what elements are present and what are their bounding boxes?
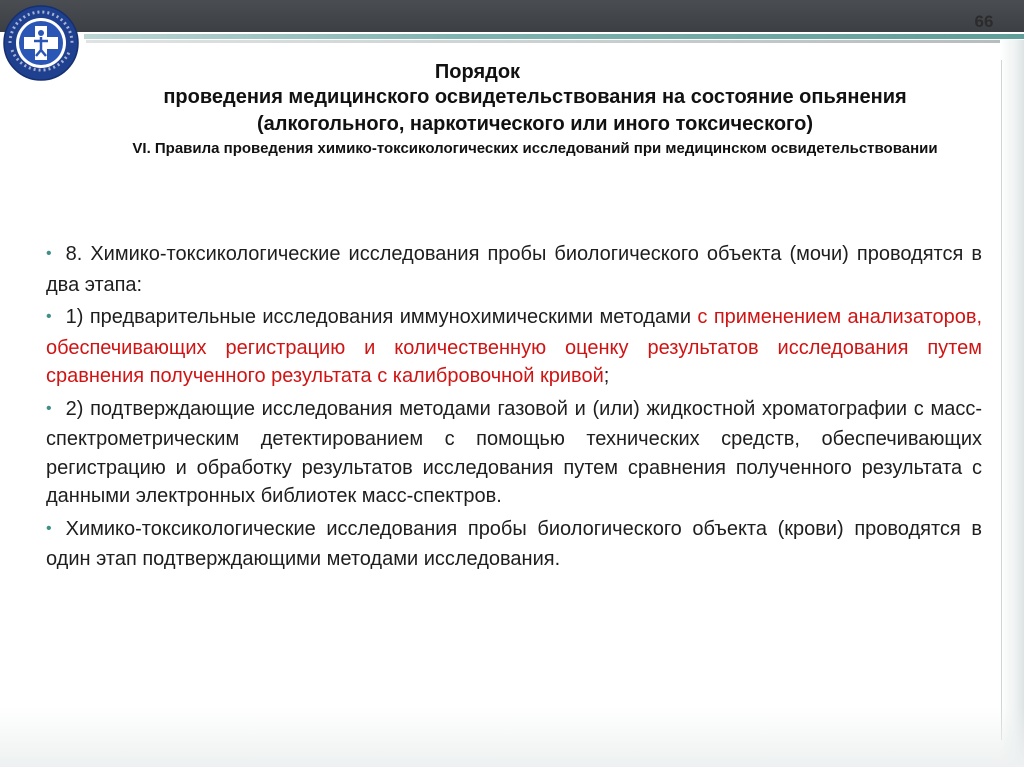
- list-item: [46, 395, 982, 511]
- slide-subtitle: VI. Правила проведения химико-токсикологических исследований при медицинском освидетельствовании: [132, 140, 938, 157]
- title-line-1: Порядок: [434, 61, 521, 83]
- accent-stripe-secondary: [86, 40, 1024, 43]
- page-number: 66: [974, 12, 994, 31]
- top-bar: [0, 0, 1024, 32]
- list-item: [46, 303, 982, 391]
- item-text: 2) подтверждающие исследования методами газовой и (или) жидкостной хроматографии с масс-спектрометрическим детектированием с помощью технических средств, обеспечивающих регистрацию и обработку результатов исследования путем сравнения полученного результата с данными электронных библиотек масс-спектров.: [46, 397, 982, 507]
- item-text-end: ;: [603, 365, 610, 387]
- list-item: [46, 515, 982, 574]
- bullet-icon: •: [46, 399, 52, 417]
- bullet-icon: •: [46, 245, 52, 262]
- accent-stripe: [84, 34, 1024, 39]
- bullet-list: [46, 240, 982, 578]
- item-highlight-text: с применением анализаторов, обеспечивающих регистрацию и количественную оценку результатов исследования путем сравнения полученного результата с калибровочной кривой: [46, 306, 982, 387]
- title-line-3: (алкогольного, наркотического или иного токсического): [257, 113, 813, 135]
- item-text: Химико-токсикологические исследования пробы биологического объекта (крови) проводятся в один этап подтверждающими методами исследования.: [46, 517, 982, 570]
- item-text: 1) предварительные исследования иммунохимическими методами: [65, 306, 698, 328]
- bullet-icon: •: [46, 519, 52, 537]
- title-line-2: проведения медицинского освидетельствования на состояние опьянения: [163, 86, 907, 108]
- frame-line: [1001, 60, 1002, 740]
- item-text: 8. Химико-токсикологические исследования пробы биологического объекта (мочи) проводятся в два этапа:: [46, 243, 982, 296]
- slide-title: [60, 60, 1010, 159]
- bottom-shade: [0, 707, 1024, 767]
- bullet-icon: •: [46, 308, 52, 325]
- list-item: [46, 240, 982, 299]
